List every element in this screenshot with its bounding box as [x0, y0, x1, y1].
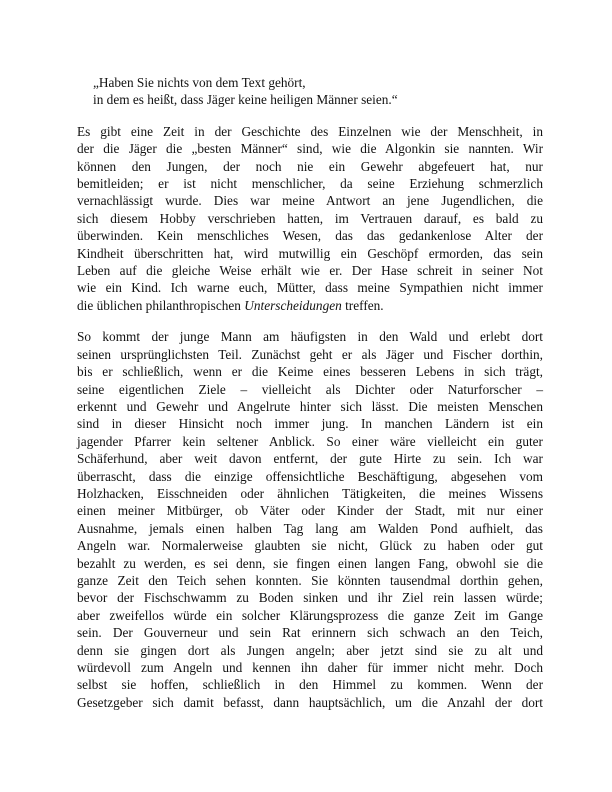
- text-line: überwinden. Kein menschliches Wesen, das das gedankenlose Alter der: [77, 228, 543, 244]
- text-line: sind in dieser Hinsicht noch immer jung. In manchen Ländern ist ein: [77, 416, 543, 432]
- emphasized-word: Unterscheidungen: [244, 297, 342, 313]
- quote-line: „Haben Sie nichts von dem Text gehört,: [93, 75, 306, 90]
- document-page: [77, 74, 543, 711]
- text-line: Leben auf die gleiche Weise erhält wie er. Der Hase schreit in seiner Not: [77, 263, 543, 279]
- text-line: der die Jäger die „besten Männer“ sind, wie die Algonkin sie nannten. Wir: [77, 141, 543, 157]
- text-line: überrascht, dass die einzige offensichtliche Beschäftigung, abgesehen vom: [77, 468, 543, 484]
- text-line: Angeln war. Normalerweise glaubten sie nicht, Glück zu haben oder gut: [77, 538, 543, 554]
- text-line: Schäferhund, aber weit davon entfernt, der gute Hirte zu sein. Ich war: [77, 451, 543, 467]
- text-line: Kindheit überschritten hat, wird mutwillig ein Geschöpf ermorden, das sein: [77, 245, 543, 261]
- text-line: [77, 297, 543, 314]
- text-line: Ausnahme, jemals einen halben Tag lang am Walden Pond aufhielt, das: [77, 520, 543, 536]
- text-line: Gesetzgeber sich damit befasst, dann hauptsächlich, um die Anzahl der dort: [77, 694, 543, 710]
- text-line: bemitleiden; er ist nicht menschlicher, da seine Erziehung schmerzlich: [77, 176, 543, 192]
- text-line: können den Jungen, der noch nie ein Gewehr abgefeuert hat, nur: [77, 158, 543, 174]
- text-run: die üblichen philanthropischen: [77, 297, 245, 313]
- paragraph-2: [77, 328, 543, 711]
- text-line: würdevoll zum Angeln und kennen ihn daher für immer nicht mehr. Doch: [77, 660, 543, 675]
- text-line: erkennt und Gewehr und Angelrute hinter sich lässt. Die meisten Menschen: [77, 398, 543, 414]
- text-line: selbst sie hoffen, schließlich in den Himmel zu kommen. Wenn der: [77, 677, 543, 693]
- text-line: jagender Pfarrer kein seltener Anblick. So einer wäre vielleicht ein guter: [77, 433, 543, 449]
- text-line: bezahlt zu werden, es sei denn, sie fingen einen langen Fang, obwohl sie die: [77, 555, 543, 571]
- text-line: Es gibt eine Zeit in der Geschichte des Einzelnen wie der Menschheit, in: [77, 123, 543, 139]
- text-line: seinen ursprünglichsten Teil. Zunächst geht er als Jäger und Fischer dorthin,: [77, 346, 543, 362]
- text-line: Holzhacken, Eisschneiden oder ähnlichen Tätigkeiten, die meines Wissens: [77, 485, 543, 501]
- text-line: seine eigentlichen Ziele – vielleicht als Dichter oder Naturforscher –: [77, 381, 543, 397]
- text-line: wie ein Kind. Ich warne euch, Mütter, dass meine Sympathien nicht immer: [77, 280, 543, 296]
- text-line: aber zweifellos würde ein solcher Klärungsprozess die ganze Zeit im Gange: [77, 607, 543, 623]
- epigraph-quote: [93, 74, 543, 109]
- quote-line: in dem es heißt, dass Jäger keine heiligen Männer seien.“: [93, 92, 398, 108]
- text-line: einen meiner Mitbürger, ob Väter oder Kinder der Stadt, mit nur einer: [77, 503, 543, 519]
- text-run: treffen.: [341, 297, 384, 313]
- text-line: sich diesem Hobby verschrieben hatten, im Vertrauen darauf, es bald zu: [77, 210, 543, 226]
- text-line: So kommt der junge Mann am häufigsten in den Wald und erlebt dort: [77, 329, 543, 345]
- paragraph-1: [77, 123, 543, 314]
- text-line: bevor der Fischschwamm zu Boden sinken und ihr Ziel rein lassen würde;: [77, 590, 543, 606]
- text-line: vernachlässigt wurde. Dies war meine Antwort an jene Jugendlichen, die: [77, 193, 543, 209]
- text-line: sein. Der Gouverneur und sein Rat erinnern sich schwach an den Teich,: [77, 625, 543, 641]
- text-line: ganze Zeit den Teich sehen konnten. Sie könnten tausendmal dorthin gehen,: [77, 572, 543, 588]
- text-line: bis er schließlich, wenn er die Keime eines besseren Lebens in sich trägt,: [77, 364, 543, 380]
- text-line: denn sie gingen dort als Jungen angeln; aber jetzt sind sie zu alt und: [77, 642, 543, 658]
